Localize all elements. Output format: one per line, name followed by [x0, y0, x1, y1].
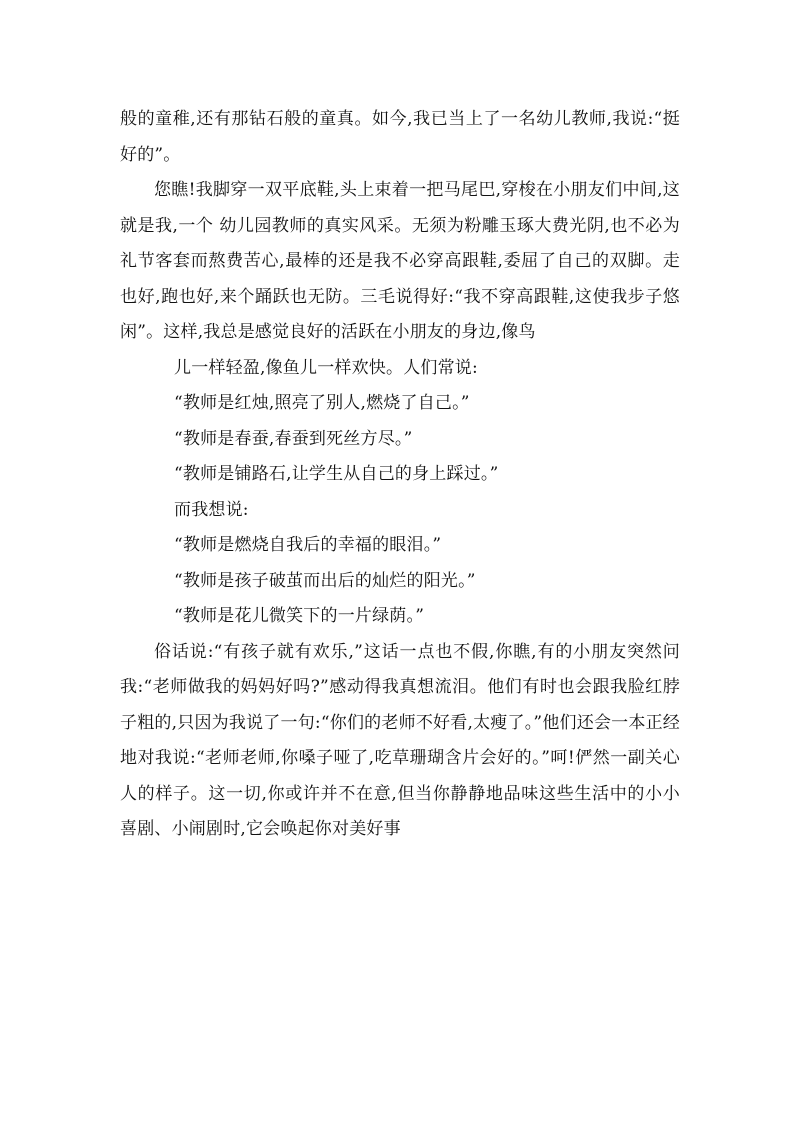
- paragraph-3: 儿一样轻盈,像鱼儿一样欢快。人们常说:: [174, 357, 478, 378]
- paragraph-2: 您瞧!我脚穿一双平底鞋,头上束着一把马尾巴,穿梭在小朋友们中间,这就是我,一个 幼儿园教师的真实风采。无须为粉雕玉琢大费光阴,也不必为礼节客套而熬费苦心,最棒的还是我不必穿高跟鞋,委屈了自己的双脚。走也好,跑也好,来个踊跃也无防。三毛说得好:“我不穿高跟鞋,这使我步子悠闲”。这样,我总是感觉良好的活跃在小朋友的身边,像鸟: [120, 180, 680, 342]
- document-body: [120, 102, 680, 848]
- quote-5: “教师是孩子破茧而出后的灿烂的阳光。”: [174, 570, 476, 591]
- quote-6: “教师是花儿微笑下的一片绿荫。”: [174, 606, 425, 626]
- quote-4: “教师是燃烧自我后的幸福的眼泪。”: [174, 535, 442, 555]
- quote-2: “教师是春蚕,春蚕到死丝方尽。”: [174, 428, 413, 449]
- quote-1: “教师是红烛,照亮了别人,燃烧了自己。”: [174, 393, 470, 413]
- paragraph-final: 俗话说:“有孩子就有欢乐,”这话一点也不假,你瞧,有的小朋友突然问我:“老师做我的妈妈好吗?”感动得我真想流泪。他们有时也会跟我脸红脖子粗的,只因为我说了一句:“你们的老师不好看,太瘦了。”他们还会一本正经地对我说:“老师老师,你嗓子哑了,吃草珊瑚含片会好的。”呵!俨然一副关心人的样子。这一切,你或许并不在意,但当你静静地品味这些生活中的小小喜剧、小闹剧时,它会唤起你对美好事: [120, 641, 680, 839]
- quote-3: “教师是铺路石,让学生从自己的身上踩过。”: [174, 464, 499, 484]
- transition-line: 而我想说:: [174, 499, 249, 520]
- paragraph-1: 般的童稚,还有那钻石般的童真。如今,我已当上了一名幼儿教师,我说:“挺好的”。: [120, 109, 680, 165]
